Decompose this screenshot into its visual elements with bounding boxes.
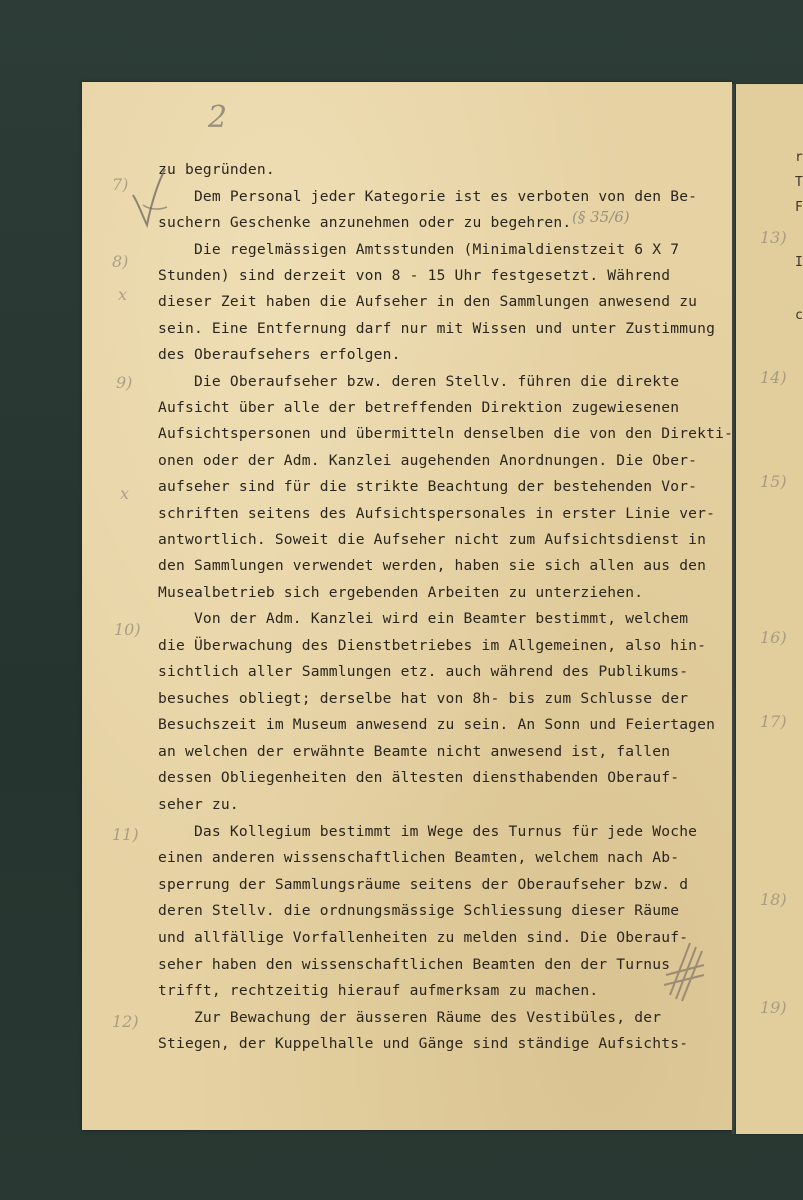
text-line: Aufsicht über alle der betreffenden Direktion zugewiesenen: [158, 399, 680, 416]
text-line: dieser Zeit haben die Aufseher in den Sammlungen anwesend zu: [158, 293, 698, 310]
text-line: onen oder der Adm. Kanzlei augehenden Anordnungen. Die Ober-: [158, 452, 698, 469]
margin-number: 9): [116, 373, 133, 392]
margin-number: 7): [112, 175, 129, 194]
text-line: trifft, rechtzeitig hierauf aufmerksam zu machen.: [158, 982, 599, 999]
right-page-fragment: I: [795, 255, 803, 270]
text-line: sperrung der Sammlungsräume seitens der Oberaufseher bzw. d: [158, 876, 689, 893]
text-line: zu begründen.: [158, 161, 275, 178]
pencil-hatch-mark: [660, 935, 710, 1005]
right-page-fragment: F: [795, 200, 803, 215]
margin-number: 16): [760, 628, 787, 647]
text-line: Das Kollegium bestimmt im Wege des Turnus für jede Woche: [158, 823, 698, 840]
text-line: deren Stellv. die ordnungsmässige Schliessung dieser Räume: [158, 902, 680, 919]
text-line: Zur Bewachung der äusseren Räume des Vestibüles, der: [158, 1009, 662, 1026]
text-line: aufseher sind für die strikte Beachtung der bestehenden Vor-: [158, 478, 698, 495]
text-line: den Sammlungen verwendet werden, haben sie sich allen aus den: [158, 557, 707, 574]
right-page-fragment: c: [795, 308, 803, 323]
margin-number: 18): [760, 890, 787, 909]
paragraph-reference: (§ 35/6): [572, 208, 630, 226]
text-line: Die regelmässigen Amtsstunden (Minimaldienstzeit 6 X 7: [158, 241, 680, 258]
text-line: Dem Personal jeder Kategorie ist es verboten von den Be-: [158, 188, 698, 205]
text-line: seher haben den wissenschaftlichen Beamten den der Turnus: [158, 956, 671, 973]
text-line: seher zu.: [158, 796, 239, 813]
text-line: Besuchszeit im Museum anwesend zu sein. An Sonn und Feiertagen: [158, 716, 716, 733]
text-line: antwortlich. Soweit die Aufseher nicht zum Aufsichtsdienst in: [158, 531, 707, 548]
margin-number: 13): [760, 228, 787, 247]
text-line: des Oberaufsehers erfolgen.: [158, 346, 401, 363]
margin-number: 17): [760, 712, 787, 731]
margin-mark: x: [120, 484, 130, 503]
margin-number: 19): [760, 998, 787, 1017]
text-line: dessen Obliegenheiten den ältesten diensthabenden Oberauf-: [158, 769, 680, 786]
margin-number: 15): [760, 472, 787, 491]
page-number: 2: [208, 100, 228, 135]
margin-number: 14): [760, 368, 787, 387]
right-page-fragment: T: [795, 175, 803, 190]
text-line: und allfällige Vorfallenheiten zu melden sind. Die Oberauf-: [158, 929, 689, 946]
text-line: besuches obliegt; derselbe hat von 8h- bis zum Schlusse der: [158, 690, 689, 707]
text-line: Stiegen, der Kuppelhalle und Gänge sind ständige Aufsichts-: [158, 1035, 689, 1052]
text-line: Aufsichtspersonen und übermitteln denselben die von den Direkti-: [158, 425, 734, 442]
margin-number: 12): [112, 1012, 139, 1031]
margin-number: 10): [114, 620, 141, 639]
margin-number: 8): [112, 252, 129, 271]
text-line: Stunden) sind derzeit von 8 - 15 Uhr festgesetzt. Während: [158, 267, 671, 284]
text-line: an welchen der erwähnte Beamte nicht anwesend ist, fallen: [158, 743, 671, 760]
text-line: einen anderen wissenschaftlichen Beamten, welchem nach Ab-: [158, 849, 680, 866]
margin-mark: x: [118, 285, 128, 304]
text-line: Die Oberaufseher bzw. deren Stellv. führen die direkte: [158, 373, 680, 390]
text-line: die Überwachung des Dienstbetriebes im Allgemeinen, also hin-: [158, 637, 707, 654]
right-page-fragment: r: [795, 150, 803, 165]
text-line: Von der Adm. Kanzlei wird ein Beamter bestimmt, welchem: [158, 610, 689, 627]
margin-number: 11): [112, 825, 139, 844]
text-line: sein. Eine Entfernung darf nur mit Wissen und unter Zustimmung: [158, 320, 716, 337]
pencil-check-mark: [125, 165, 170, 230]
text-line: suchern Geschenke anzunehmen oder zu begehren.: [158, 214, 572, 231]
text-line: schriften seitens des Aufsichtspersonales in erster Linie ver-: [158, 505, 716, 522]
text-line: Musealbetrieb sich ergebenden Arbeiten zu unterziehen.: [158, 584, 644, 601]
text-line: sichtlich aller Sammlungen etz. auch während des Publikums-: [158, 663, 689, 680]
